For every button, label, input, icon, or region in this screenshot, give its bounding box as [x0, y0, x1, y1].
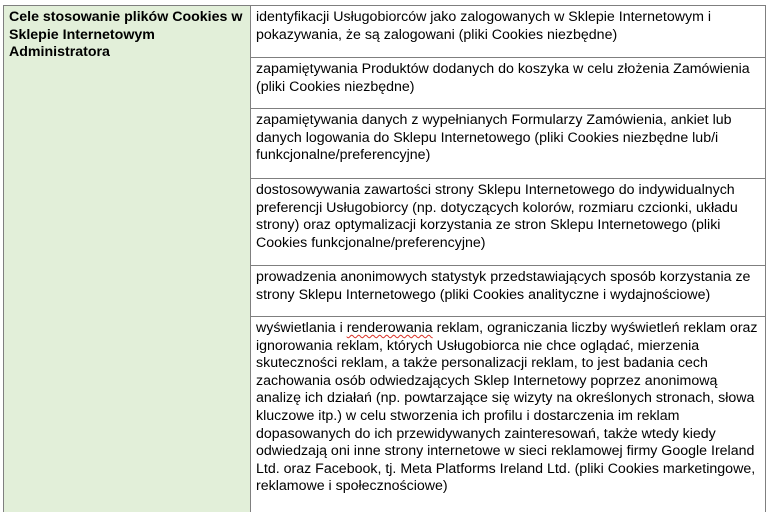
- spellcheck-underlined-word: renderowania: [346, 320, 433, 336]
- cookies-purposes-table: [3, 5, 766, 512]
- purpose-cell-preferences: dostosowywania zawartości strony Sklepu Internetowego do indywidualnych preferencji Usługobiorcy (np. dotyczących kolorów, rozmiaru czcionki, układu strony) oraz optymalizacji korzystania ze stron Sklepu Internetowego (pliki Cookies funkcjonalne/preferencyjne): [251, 179, 766, 266]
- purpose-cell-login: identyfikacji Usługobiorców jako zalogowanych w Sklepie Internetowym i pokazywania, że są zalogowani (pliki Cookies niezbędne): [251, 6, 766, 58]
- purpose-cell-statistics: prowadzenia anonimowych statystyk przedstawiających sposób korzystania ze strony Sklepu Internetowego (pliki Cookies analityczne i wydajnościowe): [251, 266, 766, 317]
- ad-text-suffix: reklam, ograniczania liczby wyświetleń reklam oraz ignorowania reklam, których Usługobiorca nie chce oglądać, mierzenia skuteczności reklam, a także personalizacji reklam, to jest badania cech zachowania osób odwiedzających Sklep Internetowy poprzez anonimową analizę ich działań (np. powtarzające się wizyty na określonych stronach, słowa kluczowe itp.) w celu stworzenia ich profilu i dostarczenia im reklam dopasowanych do ich przewidywanych zainteresowań, także wtedy kiedy odwiedzają oni inne strony internetowe w sieci reklamowej firmy Google Ireland Ltd. oraz Facebook, tj. Meta Platforms Ireland Ltd. (pliki Cookies marketingowe, reklamowe i społecznościowe): [256, 320, 758, 495]
- purpose-cell-forms: zapamiętywania danych z wypełnianych Formularzy Zamówienia, ankiet lub danych logowania do Sklepu Internetowego (pliki Cookies niezbędne lub/i funkcjonalne/preferencyjne): [251, 109, 766, 179]
- purpose-cell-cart: zapamiętywania Produktów dodanych do koszyka w celu złożenia Zamówienia (pliki Cookies niezbędne): [251, 58, 766, 109]
- ad-text-prefix: wyświetlania i: [256, 320, 347, 336]
- table-row: [4, 6, 766, 58]
- header-label-cell: [4, 6, 251, 512]
- header-label: Cele stosowanie plików Cookies w Sklepie Internetowym Administratora: [9, 9, 243, 61]
- purpose-cell-advertising: [251, 317, 766, 512]
